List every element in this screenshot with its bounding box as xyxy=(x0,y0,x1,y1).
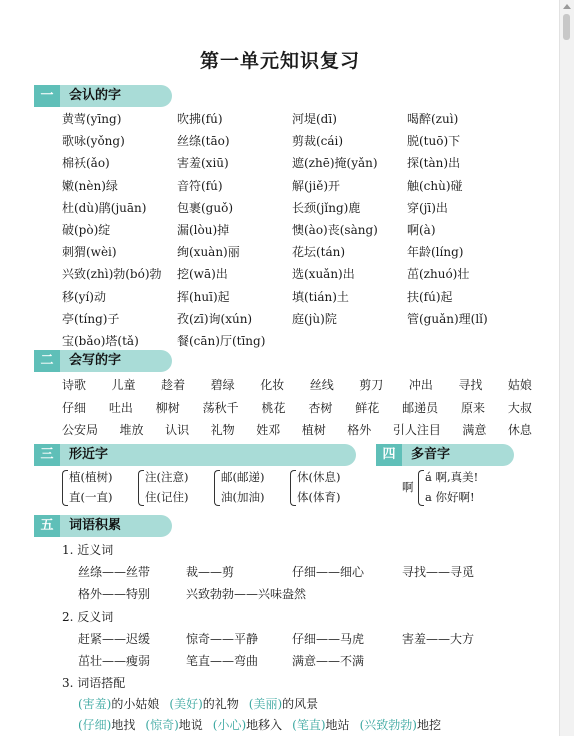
collocation-blank: (美好) xyxy=(169,697,203,711)
recognize-word: 绚(xuàn)丽 xyxy=(177,245,240,260)
recognize-word: 选(xuǎn)出 xyxy=(292,267,355,282)
similar-word: 油(加油) xyxy=(221,490,265,504)
section-number: 一 xyxy=(34,85,60,107)
word-pair: 害羞——大方 xyxy=(402,632,475,646)
scroll-up-arrow-icon[interactable] xyxy=(563,4,571,9)
write-word: 碧绿 xyxy=(210,378,235,392)
synonyms-title: 1. 近义词 xyxy=(62,543,114,557)
write-word: 丝线 xyxy=(309,378,334,392)
collocation-text: 的礼物 xyxy=(202,697,239,711)
section-number: 五 xyxy=(34,515,60,537)
collocation-row xyxy=(78,716,451,733)
write-word: 剪刀 xyxy=(359,378,384,392)
section-number: 三 xyxy=(34,444,60,466)
recognize-word: 茁(zhuó)壮 xyxy=(407,267,470,282)
polyphone-example: a 你好啊! xyxy=(425,490,475,504)
recognize-word: 穿(jī)出 xyxy=(407,200,448,215)
recognize-word: 刺猬(wèi) xyxy=(62,245,117,260)
write-word: 柳树 xyxy=(155,400,180,415)
recognize-word: 庭(jù)院 xyxy=(292,311,337,326)
word-pair: 兴致勃勃——兴味盎然 xyxy=(186,587,307,601)
recognize-row xyxy=(62,286,542,308)
recognize-word: 棉袄(ǎo) xyxy=(62,156,110,171)
recognize-word: 管(guǎn)理(lǐ) xyxy=(407,311,488,326)
write-word: 引人注目 xyxy=(392,423,441,437)
recognize-word: 懊(ào)丧(sàng) xyxy=(292,222,378,237)
collocation-blank: (仔细) xyxy=(78,718,112,732)
recognize-word: 脱(tuō)下 xyxy=(407,134,461,149)
write-word: 桃花 xyxy=(261,400,286,415)
collocation-blank: (惊奇) xyxy=(145,718,179,732)
recognize-word: 餐(cān)厅(tīng) xyxy=(177,333,266,348)
section-header-similar xyxy=(34,444,356,466)
recognize-word: 孜(zī)询(xún) xyxy=(177,311,253,326)
write-word: 儿童 xyxy=(111,378,136,392)
collocation-row xyxy=(78,695,328,712)
recognize-word: 音符(fú) xyxy=(177,178,223,193)
recognize-word: 长颈(jǐng)鹿 xyxy=(292,200,361,215)
recognize-word: 宝(bǎo)塔(tǎ) xyxy=(62,333,139,348)
similar-pair xyxy=(62,468,142,508)
section-label: 形近字 xyxy=(60,444,356,466)
recognize-word: 杜(dù)鹃(juān) xyxy=(62,200,147,215)
recognize-word: 喝醉(zuì) xyxy=(407,112,459,126)
similar-word: 住(记住) xyxy=(145,490,189,504)
recognize-word: 解(jiě)开 xyxy=(292,178,341,193)
similar-word: 休(休息) xyxy=(297,470,341,484)
section-number: 二 xyxy=(34,350,60,372)
recognize-word: 啊(à) xyxy=(407,222,436,237)
polyphone-char: 啊 xyxy=(402,480,414,494)
word-pair: 惊奇——平静 xyxy=(186,632,259,646)
similar-word: 邮(邮递) xyxy=(221,470,265,484)
write-word: 公安局 xyxy=(62,423,99,437)
write-word: 冲出 xyxy=(408,378,433,392)
recognize-row xyxy=(62,330,542,352)
write-word: 吐出 xyxy=(108,400,133,415)
recognize-word: 破(pò)绽 xyxy=(62,222,111,237)
write-word: 寻找 xyxy=(458,378,483,392)
recognize-word: 年龄(líng) xyxy=(407,245,464,260)
recognize-row xyxy=(62,175,542,197)
section-header-polyphone xyxy=(376,444,514,466)
section-label: 多音字 xyxy=(402,444,514,466)
recognize-word: 挥(huī)起 xyxy=(177,289,230,304)
recognize-word: 吹拂(fú) xyxy=(177,112,223,126)
vertical-scrollbar[interactable] xyxy=(559,0,574,736)
scroll-thumb[interactable] xyxy=(563,14,570,40)
write-word: 休息 xyxy=(507,423,532,437)
write-word: 堆放 xyxy=(119,423,144,437)
recognize-word: 包裹(guǒ) xyxy=(177,200,233,215)
word-pair: 仔细——细心 xyxy=(292,565,365,579)
collocation-blank: (兴致勃勃) xyxy=(359,718,417,732)
recognize-word xyxy=(407,330,522,352)
similar-pair xyxy=(214,468,294,508)
recognize-word: 亭(tíng)子 xyxy=(62,311,120,326)
write-word: 鲜花 xyxy=(355,400,380,415)
similar-pair xyxy=(138,468,218,508)
recognize-word: 黄莺(yīng) xyxy=(62,112,122,126)
word-pair: 仔细——马虎 xyxy=(292,632,365,646)
word-pair: 寻找——寻觅 xyxy=(402,565,475,579)
write-word: 格外 xyxy=(347,423,372,437)
brace xyxy=(214,470,220,506)
word-pair: 满意——不满 xyxy=(292,654,365,668)
recognize-word: 挖(wā)出 xyxy=(177,267,228,282)
page-title: 第一单元知识复习 xyxy=(199,50,360,72)
write-word: 化妆 xyxy=(260,378,285,392)
collocation-text: 的风景 xyxy=(282,697,319,711)
write-word: 原来 xyxy=(461,400,486,415)
recognize-row xyxy=(62,263,542,285)
section-label: 会认的字 xyxy=(60,85,172,107)
collocation-text: 地移入 xyxy=(246,718,283,732)
collocations-title: 3. 词语搭配 xyxy=(62,676,126,690)
write-word: 认识 xyxy=(165,423,190,437)
similar-word: 体(体育) xyxy=(297,490,341,504)
brace xyxy=(62,470,68,506)
brace xyxy=(290,470,296,506)
polyphone-entry xyxy=(402,468,532,508)
recognize-word xyxy=(292,330,407,352)
brace xyxy=(418,470,424,506)
recognize-word: 害羞(xiū) xyxy=(177,156,229,171)
write-word: 荡秋千 xyxy=(202,400,239,415)
collocation-blank: (笔直) xyxy=(292,718,326,732)
collocation-text: 地挖 xyxy=(416,718,441,732)
collocation-text: 地说 xyxy=(178,718,203,732)
recognize-word: 丝绦(tāo) xyxy=(177,134,230,149)
word-pair: 裁——剪 xyxy=(186,565,235,579)
write-word: 姑娘 xyxy=(507,378,532,392)
recognize-row xyxy=(62,130,542,152)
recognize-word: 漏(lòu)掉 xyxy=(177,222,230,237)
recognize-row xyxy=(62,241,542,263)
section-label: 会写的字 xyxy=(60,350,172,372)
similar-pair xyxy=(290,468,370,508)
collocation-text: 地找 xyxy=(111,718,136,732)
write-word: 杏树 xyxy=(308,400,333,415)
write-word: 邮递员 xyxy=(402,400,439,415)
similar-word: 植(植树) xyxy=(69,470,113,484)
write-characters-grid xyxy=(62,374,532,442)
write-word: 趁着 xyxy=(161,378,186,392)
write-row xyxy=(62,419,532,442)
collocation-blank: (害羞) xyxy=(78,697,112,711)
recognize-row xyxy=(62,308,542,330)
recognize-word: 花坛(tán) xyxy=(292,245,346,260)
brace xyxy=(138,470,144,506)
recognize-word: 兴致(zhì)勃(bó)勃 xyxy=(62,267,162,282)
recognize-word: 嫩(nèn)绿 xyxy=(62,178,118,193)
word-pair: 赶紧——迟缓 xyxy=(78,632,151,646)
write-row xyxy=(62,397,532,420)
recognize-word: 河堤(dī) xyxy=(292,112,337,126)
write-word: 姓邓 xyxy=(256,423,281,437)
write-word: 大叔 xyxy=(507,400,532,415)
section-header-write xyxy=(34,350,172,372)
section-number: 四 xyxy=(376,444,402,466)
word-pair: 丝绦——丝带 xyxy=(78,565,151,579)
section-label: 词语积累 xyxy=(60,515,172,537)
word-pair: 笔直——弯曲 xyxy=(186,654,259,668)
recognize-word: 歌咏(yǒng) xyxy=(62,134,125,149)
write-word: 礼物 xyxy=(210,423,235,437)
similar-word: 直(一直) xyxy=(69,490,113,504)
recognize-word: 扶(fú)起 xyxy=(407,289,453,304)
collocation-blank: (小心) xyxy=(212,718,247,732)
write-word: 诗歌 xyxy=(62,378,87,392)
section-header-recognize xyxy=(34,85,172,107)
recognize-row xyxy=(62,197,542,219)
recognize-word: 填(tián)土 xyxy=(292,289,349,304)
polyphone-example: á 啊,真美! xyxy=(425,470,479,484)
recognize-word: 遮(zhē)掩(yǎn) xyxy=(292,156,378,171)
collocation-blank: (美丽) xyxy=(248,697,283,711)
similar-word: 注(注意) xyxy=(145,470,189,484)
write-word: 仔细 xyxy=(62,400,87,415)
antonyms-title: 2. 反义词 xyxy=(62,610,114,624)
recognize-row xyxy=(62,152,542,174)
word-pair: 格外——特别 xyxy=(78,587,151,601)
recognize-word: 移(yí)动 xyxy=(62,289,106,304)
recognize-word: 剪裁(cái) xyxy=(292,134,344,149)
collocation-text: 地站 xyxy=(325,718,350,732)
write-word: 植树 xyxy=(301,423,326,437)
recognize-word: 探(tàn)出 xyxy=(407,156,461,171)
recognize-characters-grid xyxy=(62,108,542,352)
recognize-word: 触(chù)碰 xyxy=(407,178,463,193)
recognize-row xyxy=(62,219,542,241)
section-header-vocab xyxy=(34,515,172,537)
write-row xyxy=(62,374,532,397)
write-word: 满意 xyxy=(462,423,487,437)
collocation-text: 的小姑娘 xyxy=(111,697,160,711)
recognize-row xyxy=(62,108,542,130)
word-pair: 茁壮——瘦弱 xyxy=(78,654,151,668)
